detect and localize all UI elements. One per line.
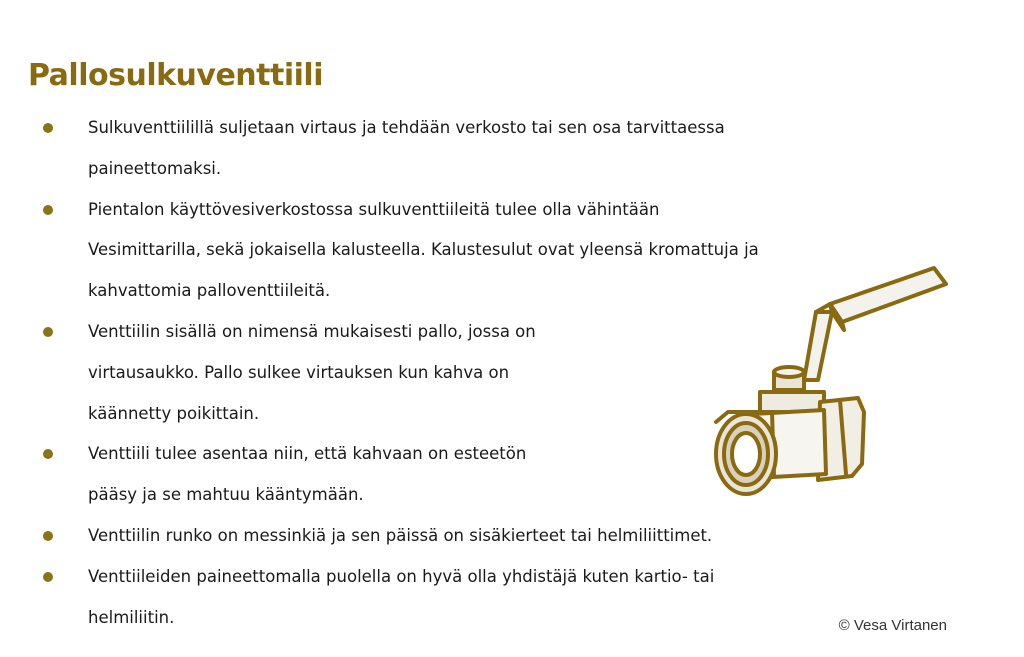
bullet-dot-icon [43,572,53,582]
bullet-dot-icon [43,449,53,459]
ball-valve-illustration-icon [712,262,954,512]
bullet-text-line: Venttiileiden paineettomalla puolella on hyvä olla yhdistäjä kuten kartio- tai [88,566,715,586]
bullet-item [0,516,1024,557]
bullet-text-line: Venttiilin runko on messinkiä ja sen päissä on sisäkierteet tai helmiliittimet. [88,525,713,545]
bullet-text-line: helmiliitin. [88,607,175,627]
bullet-text-line: Pientalon käyttövesiverkostossa sulkuventtiileitä tulee olla vähintään [88,199,660,219]
bullet-text-line: Sulkuventtiilillä suljetaan virtaus ja tehdään verkosto tai sen osa tarvittaessa [88,118,725,137]
bullet-text-line: Venttiili tulee asentaa niin, että kahvaan on esteetön [88,444,527,464]
bullet-text-line: Venttiilin sisällä on nimensä mukaisesti pallo, jossa on [88,321,536,341]
bullet-text-line: pääsy ja se mahtuu kääntymään. [88,485,364,505]
copyright-text: © Vesa Virtanen [838,617,947,634]
slide-title: Pallosulkuventtiili [28,58,323,93]
bullet-dot-icon [43,205,53,215]
bullet-text-line: kahvattomia palloventtiileitä. [88,281,331,301]
bullet-text-line: virtausaukko. Pallo sulkee virtauksen kun kahva on [88,362,510,382]
bullet-text-line: Vesimittarilla, sekä jokaisella kalusteella. Kalustesulut ovat yleensä kromattuja ja [88,240,759,260]
bullet-text-line: paineettomaksi. [88,158,222,178]
bullet-text-line: käännetty poikittain. [88,403,260,423]
bullet-dot-icon [43,123,53,133]
bullet-item [0,108,1024,190]
bullet-dot-icon [43,531,53,541]
bullet-dot-icon [43,327,53,337]
